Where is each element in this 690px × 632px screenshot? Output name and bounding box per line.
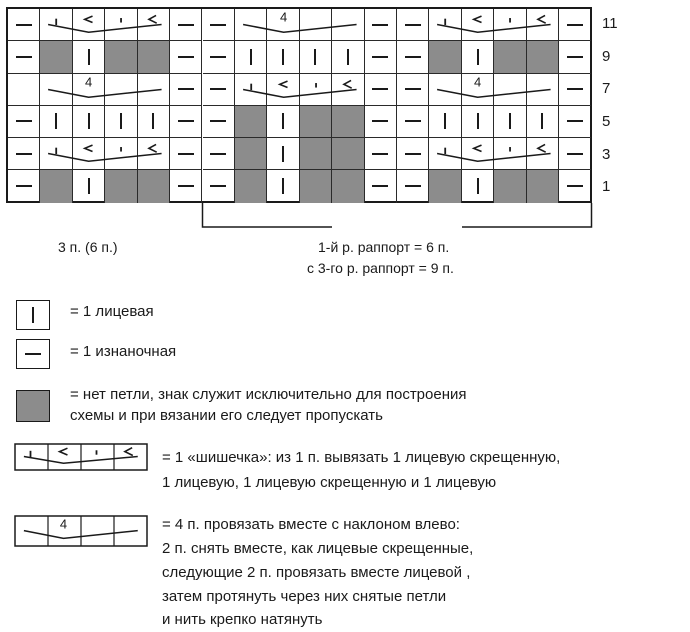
row-number: 9 [602, 47, 611, 65]
knit-icon [32, 307, 34, 323]
repeat-note-row3: с 3-го р. раппорт = 9 п. [307, 260, 454, 276]
decrease-4-icon [14, 515, 146, 545]
legend-bobble-text-1: = 1 «шишечка»: из 1 п. вывязать 1 лицевую скрещенную, [162, 449, 561, 466]
svg-text:4: 4 [474, 73, 482, 89]
row-number: 7 [602, 80, 611, 98]
legend-decrease-text-4: затем протянуть через них снятые петли [162, 588, 447, 605]
row-number: 11 [602, 15, 618, 32]
row-number: 5 [602, 113, 611, 130]
repeat-bracket [0, 0, 690, 240]
repeat-note-row1: 1-й р. раппорт = 6 п. [318, 239, 450, 255]
legend-decrease-text-3: следующие 2 п. провязать вместе лицевой , [162, 564, 471, 581]
legend-purl-symbol [16, 339, 50, 369]
row-number: 3 [602, 145, 611, 163]
legend-no-stitch-text-2: схемы и при вязании его следует пропускать [70, 407, 383, 424]
legend-decrease-text-5: и нить крепко натянуть [162, 611, 323, 628]
svg-text:4: 4 [85, 73, 93, 89]
no-stitch-icon [16, 390, 50, 422]
legend-decrease-text-1: = 4 п. провязать вместе с наклоном влево: [162, 516, 460, 533]
legend-decrease-text-2: 2 п. снять вместе, как лицевые скрещенные, [162, 540, 474, 557]
legend-purl-text: = 1 изнаночная [70, 343, 177, 360]
svg-text:4: 4 [279, 9, 288, 25]
legend-knit-text: = 1 лицевая [70, 303, 154, 320]
legend-bobble-text-2: 1 лицевую, 1 лицевую скрещенную и 1 лицевую [162, 474, 497, 491]
legend-knit-symbol [16, 300, 50, 330]
legend-no-stitch-text-1: = нет петли, знак служит исключительно для построения [70, 386, 467, 403]
row-number: 1 [602, 178, 611, 196]
purl-icon [25, 353, 41, 355]
edge-stitches-note: 3 п. (6 п.) [58, 239, 118, 255]
bobble-icon [14, 443, 146, 469]
svg-text:4: 4 [59, 516, 68, 532]
